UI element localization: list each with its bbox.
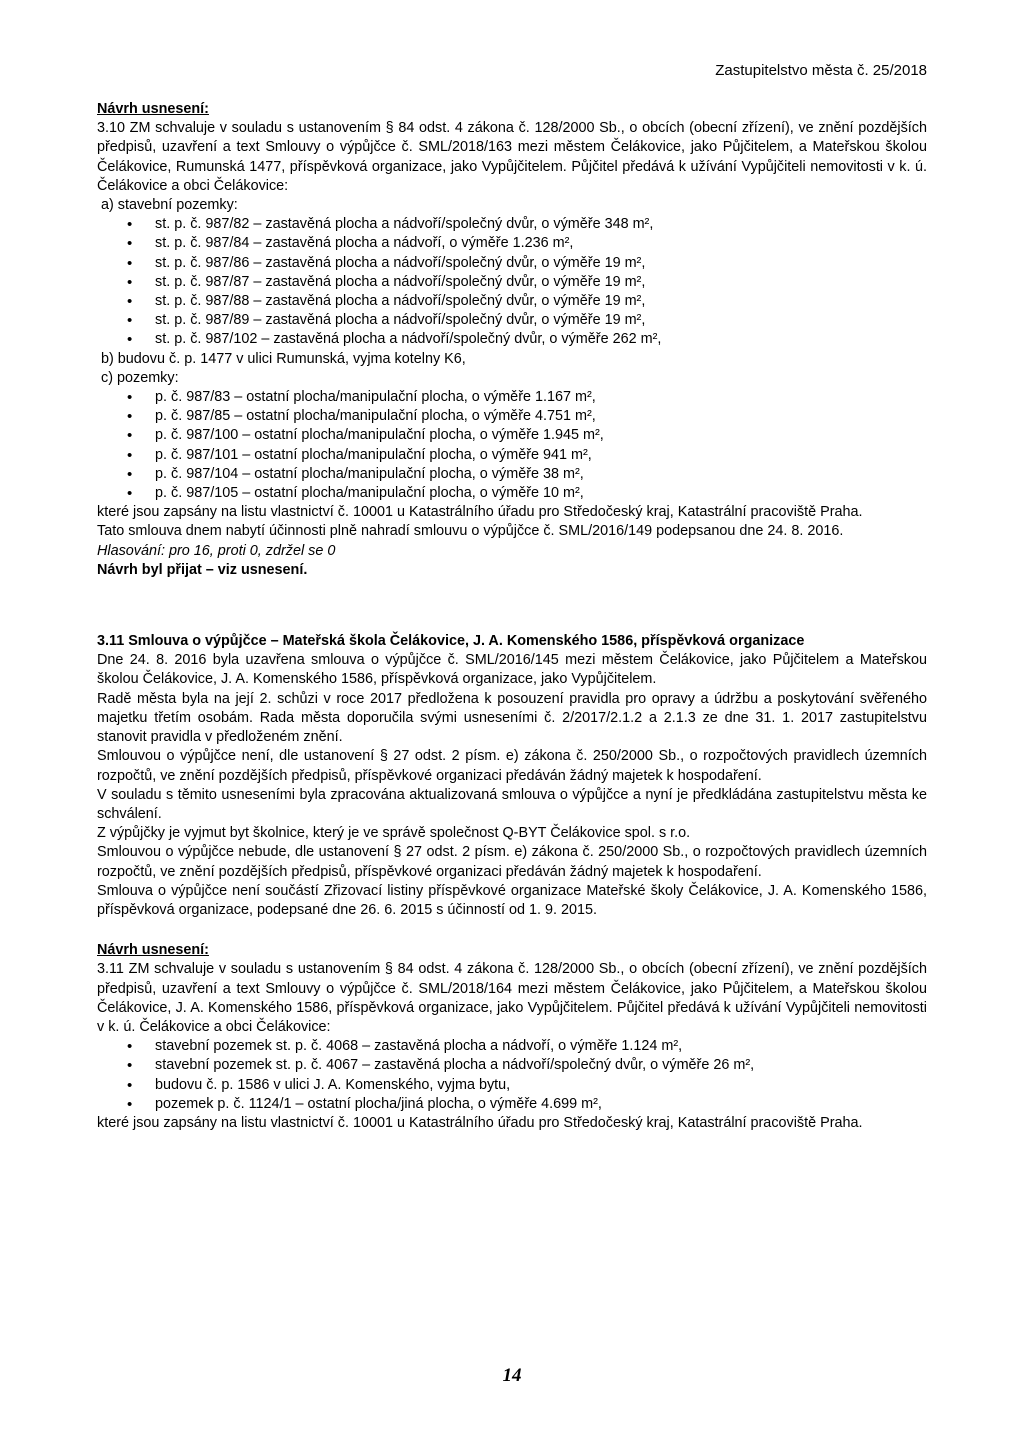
land-plots-list [97,388,927,503]
list-item: • budovu č. p. 1586 v ulici J. A. Komenského, vyjma bytu, [97,1076,927,1095]
list-item: • pozemek p. č. 1124/1 – ostatní plocha/jiná plocha, o výměře 4.699 m², [97,1095,927,1114]
vote-result: Hlasování: pro 16, proti 0, zdržel se 0 [97,542,336,559]
list-heading-c: c) pozemky: [101,369,179,386]
list-item: • stavební pozemek st. p. č. 4067 – zastavěná plocha a nádvoří/společný dvůr, o výměře 26 m², [97,1056,927,1075]
list-item: • stavební pozemek st. p. č. 4068 – zastavěná plocha a nádvoří, o výměře 1.124 m², [97,1037,927,1056]
section-title: 3.11 Smlouva o výpůjčce – Mateřská škola Čelákovice, J. A. Komenského 1586, příspěvková organizace [97,633,805,650]
property-list [97,1037,927,1114]
list-item: • p. č. 987/104 – ostatní plocha/manipulační plocha, o výměře 38 m², [97,465,927,484]
resolution-intro: 3.10 ZM schvaluje v souladu s ustanovením § 84 odst. 4 zákona č. 128/2000 Sb., o obcích (obecní zřízení), ve znění pozdějších předpisů, uzavření a text Smlouvy o výpůjčce č. SML/2018/163 mezi městem Čelákovice, jako Půjčitelem, a Mateřskou školou Čelákovice, Rumunská 1477, příspěvková organizace, jako Vypůjčitelem. Půjčitel předává k užívání Vypůjčiteli nemovitosti v k. ú. Čelákovice a obci Čelákovice: [97,120,927,194]
list-item: • st. p. č. 987/88 – zastavěná plocha a nádvoří/společný dvůr, o výměře 19 m², [97,292,927,311]
list-item: • st. p. č. 987/102 – zastavěná plocha a nádvoří/společný dvůr, o výměře 262 m², [97,330,927,349]
list-item: • p. č. 987/101 – ostatní plocha/manipulační plocha, o výměře 941 m², [97,446,927,465]
document-header: Zastupitelstvo města č. 25/2018 [715,62,927,79]
list-item: • st. p. č. 987/84 – zastavěná plocha a nádvoří, o výměře 1.236 m², [97,234,927,253]
paragraph: Smlouva o výpůjčce není součástí Zřizovací listiny příspěvkové organizace Mateřské školy Čelákovice, J. A. Komenského 1586, příspěvková organizace, podepsané dne 26. 6. 2015 s účinností od 1. 9. 2015. [97,882,927,918]
registry-note: které jsou zapsány na listu vlastnictví č. 10001 u Katastrálního úřadu pro Středočeský kraj, Katastrální pracoviště Praha. [97,504,863,521]
registry-note: které jsou zapsány na listu vlastnictví č. 10001 u Katastrálního úřadu pro Středočeský kraj, Katastrální pracoviště Praha. [97,1114,863,1131]
list-item: • st. p. č. 987/89 – zastavěná plocha a nádvoří/společný dvůr, o výměře 19 m², [97,311,927,330]
building-plots-list [97,215,927,349]
paragraph: Smlouvou o výpůjčce nebude, dle ustanovení § 27 odst. 2 písm. e) zákona č. 250/2000 Sb., o rozpočtových pravidlech územních rozpočtů, ve znění pozdějších předpisů, příspěvkové organizaci předáván žádný majetek k hospodaření. [97,844,927,880]
list-item: • p. č. 987/85 – ostatní plocha/manipulační plocha, o výměře 4.751 m², [97,407,927,426]
list-item: • p. č. 987/105 – ostatní plocha/manipulační plocha, o výměře 10 m², [97,484,927,503]
paragraph: Dne 24. 8. 2016 byla uzavřena smlouva o výpůjčce č. SML/2016/145 mezi městem Čelákovice, jako Půjčitelem a Mateřskou školou Čelákovice, J. A. Komenského 1586, příspěvková organizace, jako Vypůjčitelem. [97,652,927,688]
list-item: • st. p. č. 987/86 – zastavěná plocha a nádvoří/společný dvůr, o výměře 19 m², [97,254,927,273]
list-item: • p. č. 987/100 – ostatní plocha/manipulační plocha, o výměře 1.945 m², [97,426,927,445]
list-heading-a: a) stavební pozemky: [101,197,238,214]
list-heading-b: b) budovu č. p. 1477 v ulici Rumunská, vyjma kotelny K6, [101,350,466,367]
resolution-heading: Návrh usnesení: [97,101,209,117]
paragraph: V souladu s těmito usneseními byla zpracována aktualizovaná smlouva o výpůjčce a nyní je předkládána zastupitelstvu města ke schválení. [97,786,927,822]
motion-result: Návrh byl přijat – viz usnesení. [97,561,308,578]
list-item: • p. č. 987/83 – ostatní plocha/manipulační plocha, o výměře 1.167 m², [97,388,927,407]
paragraph: Smlouvou o výpůjčce není, dle ustanovení § 27 odst. 2 písm. e) zákona č. 250/2000 Sb., o rozpočtových pravidlech územních rozpočtů, ve znění pozdějších předpisů, příspěvkové organizaci předáván žádný majetek k hospodaření. [97,748,927,784]
list-item: • st. p. č. 987/82 – zastavěná plocha a nádvoří/společný dvůr, o výměře 348 m², [97,215,927,234]
replacement-note: Tato smlouva dnem nabytí účinnosti plně nahradí smlouvu o výpůjčce č. SML/2016/149 podepsanou dne 24. 8. 2016. [97,523,844,540]
paragraph: Z výpůjčky je vyjmut byt školnice, který je ve správě společnost Q-BYT Čelákovice spol. s r.o. [97,825,691,842]
document-body [97,60,927,1133]
page-number: 14 [502,1365,522,1386]
resolution-intro: 3.11 ZM schvaluje v souladu s ustanovením § 84 odst. 4 zákona č. 128/2000 Sb., o obcích (obecní zřízení), ve znění pozdějších předpisů, uzavření a text Smlouvy o výpůjčce č. SML/2018/164 mezi městem Čelákovice, jako Půjčitelem, a Mateřskou školou Čelákovice, J. A. Komenského 1586, příspěvková organizace, jako Vypůjčitelem. Půjčitel předává k užívání Vypůjčiteli nemovitosti v k. ú. Čelákovice a obci Čelákovice: [97,961,927,1035]
paragraph: Radě města byla na její 2. schůzi v roce 2017 předložena k posouzení pravidla pro opravy a údržbu a poskytování svěřeného majetku třetím osobám. Rada města doporučila svými usneseními č. 2/2017/2.1.2 a 2.1.3 ze dne 31. 1. 2017 zastupitelstvu stanovit pravidla v předloženém znění. [97,690,927,746]
resolution-heading: Návrh usnesení: [97,942,209,959]
list-item: • st. p. č. 987/87 – zastavěná plocha a nádvoří/společný dvůr, o výměře 19 m², [97,273,927,292]
